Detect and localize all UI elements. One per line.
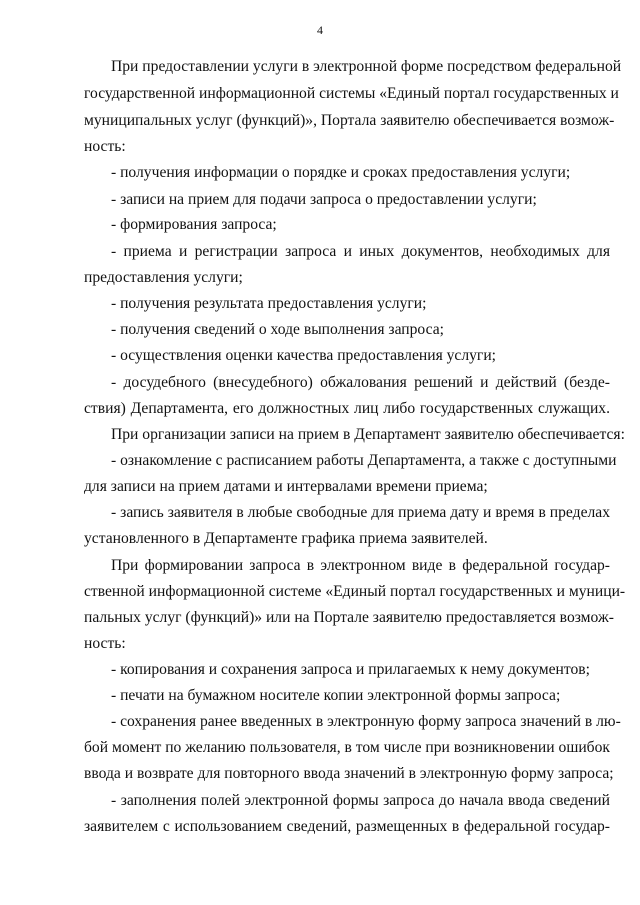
text-line: ность: <box>84 138 126 155</box>
list-item: - получения сведений о ходе выполнения запроса; <box>111 321 444 338</box>
text-line: предоставления услуги; <box>84 269 243 286</box>
list-item: - приема и регистрации запроса и иных документов, необходимых для <box>111 243 610 260</box>
text-line: заявителем с использованием сведений, размещенных в федеральной государ- <box>84 818 610 835</box>
list-item: - ознакомление с расписанием работы Департамента, а также с доступными <box>111 452 617 469</box>
page-number: 4 <box>317 23 323 37</box>
list-item: - записи на прием для подачи запроса о предоставлении услуги; <box>111 191 537 208</box>
list-item: - досудебного (внесудебного) обжалования решений и действий (безде- <box>111 374 610 391</box>
text-line: При организации записи на прием в Департамент заявителю обеспечивается: <box>111 426 625 443</box>
list-item: - сохранения ранее введенных в электронную форму запроса значений в лю- <box>111 713 621 730</box>
list-item: - заполнения полей электронной формы запроса до начала ввода сведений <box>111 792 610 809</box>
text-line: ствия) Департамента, его должностных лиц либо государственных служащих. <box>84 400 610 417</box>
text-line: муниципальных услуг (функций)», Портала заявителю обеспечивается возмож- <box>84 112 615 129</box>
list-item: - получения информации о порядке и сроках предоставления услуги; <box>111 164 571 181</box>
text-line: ность: <box>84 635 126 652</box>
list-item: - печати на бумажном носителе копии электронной формы запроса; <box>111 687 561 704</box>
list-item: - запись заявителя в любые свободные для приема дату и время в пределах <box>111 504 610 521</box>
text-line: ственной информационной системе «Единый портал государственных и муници- <box>84 583 626 600</box>
list-item: - осуществления оценки качества предоставления услуги; <box>111 347 497 364</box>
list-item: - копирования и сохранения запроса и прилагаемых к нему документов; <box>111 661 590 678</box>
text-line: ввода и возврате для повторного ввода значений в электронную форму запроса; <box>84 765 614 782</box>
list-item: - формирования запроса; <box>111 216 277 233</box>
text-line: государственной информационной системы «Единый портал государственных и <box>84 85 619 102</box>
text-line: При предоставлении услуги в электронной форме посредством федеральной <box>111 58 622 75</box>
text-line: бой момент по желанию пользователя, в том числе при возникновении ошибок <box>84 739 610 756</box>
text-line: установленного в Департаменте графика приема заявителей. <box>84 530 488 547</box>
text-line: пальных услуг (функций)» или на Портале заявителю предоставляется возмож- <box>84 609 614 626</box>
text-line: При формировании запроса в электронном виде в федеральной государ- <box>111 557 610 574</box>
list-item: - получения результата предоставления услуги; <box>111 295 427 312</box>
text-line: для записи на прием датами и интервалами времени приема; <box>84 478 488 495</box>
